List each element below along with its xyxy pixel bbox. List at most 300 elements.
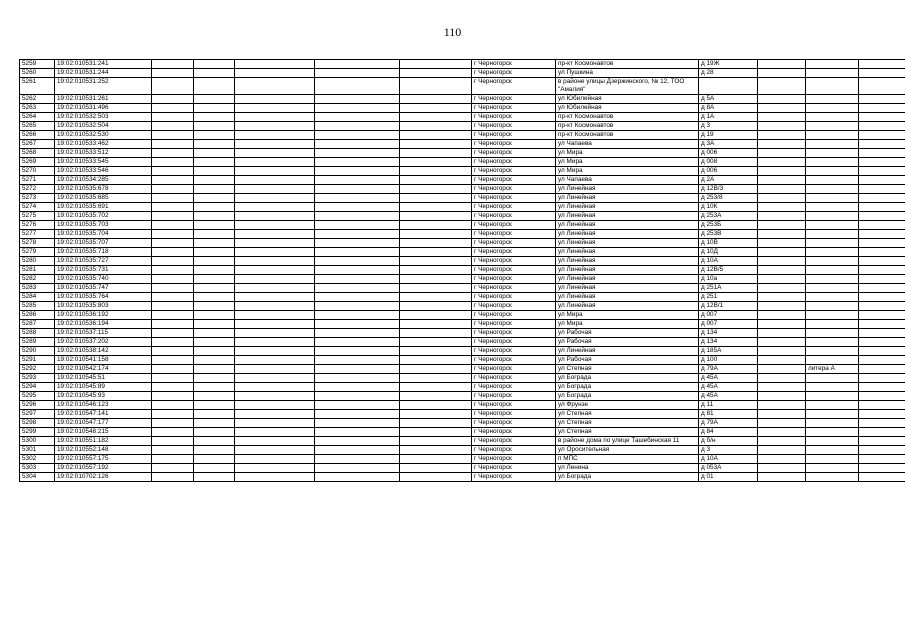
- table-row: [20, 229, 905, 238]
- empty-cell: [400, 175, 472, 184]
- street-cell: ул Линейная: [556, 274, 699, 283]
- empty-cell: [400, 391, 472, 400]
- city-cell: г Черногорск: [472, 193, 556, 202]
- row-number-cell: 5262: [20, 94, 55, 103]
- row-number-cell: 5272: [20, 184, 55, 193]
- empty-cell: [315, 211, 400, 220]
- cadastral-number-cell: 19:02:010548:215: [55, 427, 152, 436]
- empty-cell: [152, 60, 194, 69]
- empty-cell: [315, 328, 400, 337]
- street-cell: ул Рабочая: [556, 328, 699, 337]
- cadastral-number-cell: 19:02:010536:192: [55, 310, 152, 319]
- cadastral-number-cell: 19:02:010531:244: [55, 69, 152, 78]
- house-cell: д 3: [699, 445, 758, 454]
- house-cell: д 45А: [699, 373, 758, 382]
- empty-cell: [152, 175, 194, 184]
- house-cell: д 12В/1: [699, 301, 758, 310]
- empty-cell: [194, 256, 235, 265]
- empty-cell: [758, 391, 806, 400]
- empty-cell: [400, 121, 472, 130]
- empty-cell: [400, 346, 472, 355]
- row-number-cell: 5282: [20, 274, 55, 283]
- empty-cell: [315, 274, 400, 283]
- row-number-cell: 5303: [20, 463, 55, 472]
- street-cell: ул Мира: [556, 310, 699, 319]
- row-number-cell: 5271: [20, 175, 55, 184]
- city-cell: г Черногорск: [472, 436, 556, 445]
- empty-cell: [400, 184, 472, 193]
- empty-cell: [400, 256, 472, 265]
- note-cell: [806, 274, 859, 283]
- empty-cell: [152, 355, 194, 364]
- empty-cell: [758, 247, 806, 256]
- empty-cell: [758, 319, 806, 328]
- cadastral-number-cell: 19:02:010535:740: [55, 274, 152, 283]
- house-cell: д 79А: [699, 418, 758, 427]
- empty-cell: [758, 121, 806, 130]
- empty-cell: [315, 283, 400, 292]
- empty-cell: [315, 157, 400, 166]
- table-row: [20, 355, 905, 364]
- house-cell: д 12В/5: [699, 265, 758, 274]
- street-cell: ул Мира: [556, 319, 699, 328]
- empty-cell: [758, 355, 806, 364]
- row-number-cell: 5264: [20, 112, 55, 121]
- empty-cell: [194, 184, 235, 193]
- empty-cell: [400, 69, 472, 78]
- empty-cell: [400, 328, 472, 337]
- empty-cell: [758, 175, 806, 184]
- row-number-cell: 5294: [20, 382, 55, 391]
- empty-cell: [194, 472, 235, 481]
- city-cell: г Черногорск: [472, 60, 556, 69]
- row-number-cell: 5292: [20, 364, 55, 373]
- cadastral-number-cell: 19:02:010546:123: [55, 400, 152, 409]
- row-number-cell: 5274: [20, 202, 55, 211]
- cadastral-number-cell: 19:02:010557:175: [55, 454, 152, 463]
- empty-cell: [235, 202, 315, 211]
- empty-cell: [152, 166, 194, 175]
- note-cell: [806, 409, 859, 418]
- note-cell: [806, 112, 859, 121]
- empty-cell: [400, 211, 472, 220]
- empty-cell: [315, 220, 400, 229]
- note-cell: [806, 454, 859, 463]
- street-cell: пр-кт Космонавтов: [556, 121, 699, 130]
- street-cell: ул Юбилейная: [556, 94, 699, 103]
- cadastral-number-cell: 19:02:010552:148: [55, 445, 152, 454]
- empty-cell: [194, 418, 235, 427]
- empty-cell: [315, 292, 400, 301]
- empty-cell: [315, 373, 400, 382]
- row-number-cell: 5273: [20, 193, 55, 202]
- house-cell: д 10А: [699, 256, 758, 265]
- table-row: [20, 220, 905, 229]
- empty-cell: [400, 301, 472, 310]
- table-row: [20, 121, 905, 130]
- empty-cell: [758, 265, 806, 274]
- empty-cell: [194, 328, 235, 337]
- cadastral-number-cell: 19:02:010535:702: [55, 211, 152, 220]
- empty-cell: [758, 409, 806, 418]
- house-cell: д 01: [699, 472, 758, 481]
- table-row: [20, 391, 905, 400]
- empty-cell: [152, 319, 194, 328]
- cadastral-number-cell: 19:02:010535:685: [55, 193, 152, 202]
- cadastral-number-cell: 19:02:010557:192: [55, 463, 152, 472]
- empty-cell: [194, 265, 235, 274]
- house-cell: д 134: [699, 337, 758, 346]
- city-cell: г Черногорск: [472, 364, 556, 373]
- street-cell: ул Линейная: [556, 202, 699, 211]
- table-row: [20, 148, 905, 157]
- city-cell: г Черногорск: [472, 112, 556, 121]
- empty-cell: [859, 103, 905, 112]
- city-cell: г Черногорск: [472, 463, 556, 472]
- empty-cell: [400, 265, 472, 274]
- empty-cell: [194, 202, 235, 211]
- empty-cell: [152, 337, 194, 346]
- empty-cell: [152, 202, 194, 211]
- table-row: [20, 130, 905, 139]
- empty-cell: [315, 130, 400, 139]
- empty-cell: [235, 184, 315, 193]
- street-cell: пр-кт Космонавтов: [556, 130, 699, 139]
- empty-cell: [315, 247, 400, 256]
- city-cell: г Черногорск: [472, 400, 556, 409]
- empty-cell: [315, 148, 400, 157]
- street-cell: ул Рабочая: [556, 337, 699, 346]
- empty-cell: [235, 78, 315, 95]
- city-cell: г Черногорск: [472, 184, 556, 193]
- empty-cell: [152, 382, 194, 391]
- note-cell: [806, 78, 859, 95]
- street-cell: ул Линейная: [556, 247, 699, 256]
- house-cell: д 253В: [699, 229, 758, 238]
- empty-cell: [400, 436, 472, 445]
- cadastral-number-cell: 19:02:010535:731: [55, 265, 152, 274]
- empty-cell: [152, 418, 194, 427]
- empty-cell: [758, 112, 806, 121]
- empty-cell: [235, 103, 315, 112]
- empty-cell: [315, 382, 400, 391]
- city-cell: г Черногорск: [472, 292, 556, 301]
- table-row: [20, 346, 905, 355]
- empty-cell: [758, 103, 806, 112]
- house-cell: д 10Д: [699, 247, 758, 256]
- table-row: [20, 211, 905, 220]
- empty-cell: [152, 256, 194, 265]
- register-table: [19, 59, 905, 482]
- empty-cell: [758, 418, 806, 427]
- table-row: [20, 454, 905, 463]
- street-cell: в районе улицы Дзержинского, № 12, ТОО "Амалия": [556, 78, 699, 95]
- table-row: [20, 202, 905, 211]
- cadastral-number-cell: 19:02:010538:142: [55, 346, 152, 355]
- empty-cell: [235, 166, 315, 175]
- row-number-cell: 5266: [20, 130, 55, 139]
- empty-cell: [400, 78, 472, 95]
- cadastral-number-cell: 19:02:010535:703: [55, 220, 152, 229]
- house-cell: д 10В: [699, 238, 758, 247]
- empty-cell: [235, 400, 315, 409]
- cadastral-number-cell: 19:02:010535:678: [55, 184, 152, 193]
- row-number-cell: 5275: [20, 211, 55, 220]
- cadastral-number-cell: 19:02:010535:803: [55, 301, 152, 310]
- empty-cell: [152, 238, 194, 247]
- empty-cell: [235, 69, 315, 78]
- note-cell: [806, 69, 859, 78]
- empty-cell: [859, 400, 905, 409]
- empty-cell: [859, 121, 905, 130]
- empty-cell: [859, 60, 905, 69]
- empty-cell: [315, 454, 400, 463]
- city-cell: г Черногорск: [472, 445, 556, 454]
- empty-cell: [859, 247, 905, 256]
- empty-cell: [758, 130, 806, 139]
- table-row: [20, 400, 905, 409]
- empty-cell: [400, 472, 472, 481]
- row-number-cell: 5259: [20, 60, 55, 69]
- cadastral-number-cell: 19:02:010537:115: [55, 328, 152, 337]
- empty-cell: [315, 193, 400, 202]
- street-cell: ул Степная: [556, 409, 699, 418]
- cadastral-number-cell: 19:02:010535:718: [55, 247, 152, 256]
- empty-cell: [315, 202, 400, 211]
- table-row: [20, 193, 905, 202]
- street-cell: п МПС: [556, 454, 699, 463]
- empty-cell: [152, 247, 194, 256]
- empty-cell: [235, 364, 315, 373]
- table-body: [20, 60, 905, 482]
- empty-cell: [194, 274, 235, 283]
- table-row: [20, 436, 905, 445]
- note-cell: [806, 103, 859, 112]
- row-number-cell: 5295: [20, 391, 55, 400]
- city-cell: г Черногорск: [472, 328, 556, 337]
- note-cell: [806, 301, 859, 310]
- cadastral-number-cell: 19:02:010547:177: [55, 418, 152, 427]
- house-cell: д 3А: [699, 139, 758, 148]
- house-cell: д 10А: [699, 454, 758, 463]
- row-number-cell: 5291: [20, 355, 55, 364]
- empty-cell: [194, 292, 235, 301]
- note-cell: [806, 148, 859, 157]
- empty-cell: [400, 364, 472, 373]
- empty-cell: [235, 229, 315, 238]
- cadastral-number-cell: 19:02:010535:727: [55, 256, 152, 265]
- empty-cell: [152, 229, 194, 238]
- empty-cell: [315, 445, 400, 454]
- table-row: [20, 112, 905, 121]
- street-cell: ул Степная: [556, 418, 699, 427]
- note-cell: [806, 445, 859, 454]
- empty-cell: [235, 60, 315, 69]
- empty-cell: [235, 319, 315, 328]
- city-cell: г Черногорск: [472, 346, 556, 355]
- house-cell: д 007: [699, 310, 758, 319]
- empty-cell: [235, 346, 315, 355]
- empty-cell: [400, 202, 472, 211]
- table-row: [20, 274, 905, 283]
- empty-cell: [315, 409, 400, 418]
- cadastral-number-cell: 19:02:010542:174: [55, 364, 152, 373]
- row-number-cell: 5284: [20, 292, 55, 301]
- empty-cell: [152, 328, 194, 337]
- empty-cell: [400, 355, 472, 364]
- empty-cell: [152, 454, 194, 463]
- empty-cell: [758, 274, 806, 283]
- row-number-cell: 5298: [20, 418, 55, 427]
- house-cell: д 11: [699, 400, 758, 409]
- empty-cell: [194, 112, 235, 121]
- cadastral-number-cell: 19:02:010531:261: [55, 94, 152, 103]
- empty-cell: [315, 121, 400, 130]
- empty-cell: [315, 175, 400, 184]
- street-cell: ул Бограда: [556, 391, 699, 400]
- cadastral-number-cell: 19:02:010537:202: [55, 337, 152, 346]
- empty-cell: [859, 328, 905, 337]
- empty-cell: [152, 373, 194, 382]
- note-cell: [806, 220, 859, 229]
- row-number-cell: 5297: [20, 409, 55, 418]
- street-cell: ул Линейная: [556, 229, 699, 238]
- empty-cell: [235, 310, 315, 319]
- empty-cell: [400, 292, 472, 301]
- empty-cell: [859, 319, 905, 328]
- empty-cell: [235, 328, 315, 337]
- cadastral-number-cell: 19:02:010535:764: [55, 292, 152, 301]
- city-cell: г Черногорск: [472, 78, 556, 95]
- note-cell: [806, 60, 859, 69]
- empty-cell: [400, 337, 472, 346]
- empty-cell: [400, 409, 472, 418]
- row-number-cell: 5283: [20, 283, 55, 292]
- empty-cell: [235, 112, 315, 121]
- empty-cell: [758, 472, 806, 481]
- cadastral-number-cell: 19:02:010531:496: [55, 103, 152, 112]
- street-cell: ул Чапаева: [556, 139, 699, 148]
- house-cell: д 100: [699, 355, 758, 364]
- cadastral-number-cell: 19:02:010535:747: [55, 283, 152, 292]
- empty-cell: [758, 346, 806, 355]
- street-cell: ул Линейная: [556, 193, 699, 202]
- empty-cell: [152, 148, 194, 157]
- empty-cell: [194, 346, 235, 355]
- street-cell: ул Линейная: [556, 256, 699, 265]
- row-number-cell: 5276: [20, 220, 55, 229]
- empty-cell: [194, 391, 235, 400]
- page-number: 110: [443, 25, 462, 39]
- note-cell: [806, 157, 859, 166]
- city-cell: г Черногорск: [472, 238, 556, 247]
- empty-cell: [194, 121, 235, 130]
- note-cell: [806, 229, 859, 238]
- note-cell: [806, 346, 859, 355]
- empty-cell: [152, 463, 194, 472]
- house-cell: д 1А: [699, 112, 758, 121]
- city-cell: г Черногорск: [472, 121, 556, 130]
- street-cell: ул Юбилейная: [556, 103, 699, 112]
- empty-cell: [400, 382, 472, 391]
- table-row: [20, 139, 905, 148]
- table-row: [20, 319, 905, 328]
- empty-cell: [400, 418, 472, 427]
- note-cell: [806, 166, 859, 175]
- empty-cell: [152, 157, 194, 166]
- empty-cell: [235, 121, 315, 130]
- row-number-cell: 5302: [20, 454, 55, 463]
- note-cell: [806, 391, 859, 400]
- empty-cell: [235, 247, 315, 256]
- street-cell: ул Линейная: [556, 220, 699, 229]
- house-cell: д 007: [699, 319, 758, 328]
- row-number-cell: 5301: [20, 445, 55, 454]
- city-cell: г Черногорск: [472, 310, 556, 319]
- street-cell: ул Фрунзе: [556, 400, 699, 409]
- note-cell: [806, 373, 859, 382]
- street-cell: ул Мира: [556, 166, 699, 175]
- empty-cell: [315, 355, 400, 364]
- cadastral-number-cell: 19:02:010532:503: [55, 112, 152, 121]
- empty-cell: [194, 247, 235, 256]
- house-cell: д 3: [699, 121, 758, 130]
- empty-cell: [194, 60, 235, 69]
- city-cell: г Черногорск: [472, 391, 556, 400]
- table-row: [20, 409, 905, 418]
- empty-cell: [152, 427, 194, 436]
- row-number-cell: 5277: [20, 229, 55, 238]
- empty-cell: [194, 220, 235, 229]
- empty-cell: [758, 220, 806, 229]
- row-number-cell: 5270: [20, 166, 55, 175]
- empty-cell: [859, 346, 905, 355]
- row-number-cell: 5260: [20, 69, 55, 78]
- empty-cell: [194, 319, 235, 328]
- cadastral-number-cell: 19:02:010531:252: [55, 78, 152, 95]
- empty-cell: [152, 409, 194, 418]
- empty-cell: [400, 400, 472, 409]
- empty-cell: [152, 400, 194, 409]
- house-cell: д 006: [699, 166, 758, 175]
- empty-cell: [859, 445, 905, 454]
- empty-cell: [235, 337, 315, 346]
- row-number-cell: 5268: [20, 148, 55, 157]
- empty-cell: [859, 69, 905, 78]
- empty-cell: [194, 301, 235, 310]
- empty-cell: [194, 427, 235, 436]
- cadastral-number-cell: 19:02:010536:194: [55, 319, 152, 328]
- empty-cell: [859, 112, 905, 121]
- note-cell: [806, 94, 859, 103]
- cadastral-number-cell: 19:02:010545:89: [55, 382, 152, 391]
- empty-cell: [859, 337, 905, 346]
- row-number-cell: 5269: [20, 157, 55, 166]
- empty-cell: [315, 229, 400, 238]
- empty-cell: [235, 454, 315, 463]
- note-cell: [806, 400, 859, 409]
- empty-cell: [152, 472, 194, 481]
- cadastral-number-cell: 19:02:010533:545: [55, 157, 152, 166]
- empty-cell: [194, 103, 235, 112]
- cadastral-number-cell: 19:02:010532:504: [55, 121, 152, 130]
- row-number-cell: 5280: [20, 256, 55, 265]
- street-cell: ул Мира: [556, 148, 699, 157]
- house-cell: д 134: [699, 328, 758, 337]
- empty-cell: [315, 112, 400, 121]
- empty-cell: [194, 436, 235, 445]
- empty-cell: [235, 256, 315, 265]
